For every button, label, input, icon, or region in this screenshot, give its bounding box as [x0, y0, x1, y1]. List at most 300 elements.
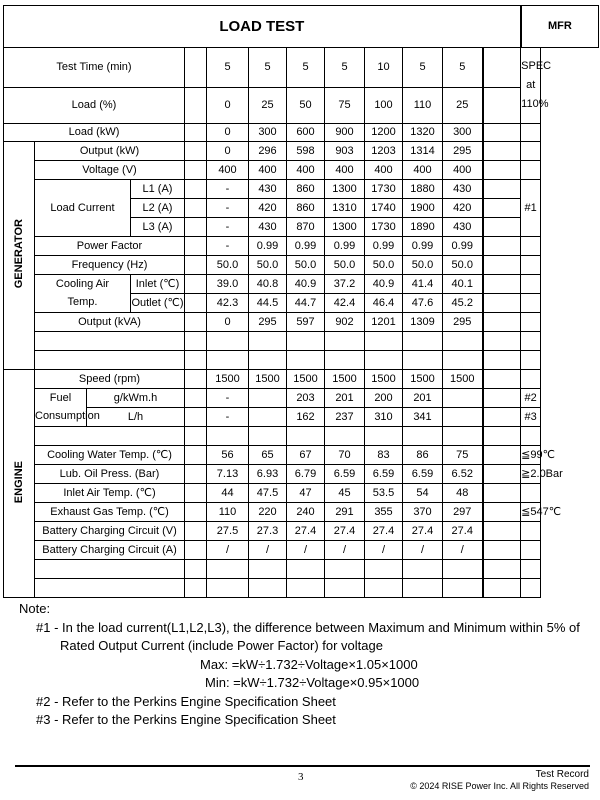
- value-cell: -: [207, 180, 249, 199]
- value-cell: 300: [443, 124, 483, 142]
- blank-cell: [287, 579, 325, 598]
- blank-cell: [483, 503, 521, 522]
- value-cell: 0: [207, 88, 249, 124]
- value-cell: 53.5: [365, 484, 403, 503]
- value-cell: 310: [365, 408, 403, 427]
- row-label: Exhaust Gas Temp. (℃): [35, 503, 185, 522]
- value-cell: 297: [443, 503, 483, 522]
- blank-cell: [185, 313, 207, 332]
- value-cell: 400: [249, 161, 287, 180]
- row-test-time: [4, 48, 599, 88]
- blank-cell: [35, 579, 185, 598]
- row-label: Load (kW): [4, 124, 185, 142]
- value-cell: 201: [403, 389, 443, 408]
- value-cell: 27.4: [403, 522, 443, 541]
- blank-cell: [325, 579, 365, 598]
- blank-cell: [185, 427, 207, 446]
- value-cell: 341: [403, 408, 443, 427]
- blank-cell: [325, 560, 365, 579]
- blank-cell: [249, 427, 287, 446]
- blank-cell: [185, 560, 207, 579]
- blank-cell: [185, 275, 207, 294]
- value-cell: 291: [325, 503, 365, 522]
- empty-row: [4, 560, 599, 579]
- value-cell: 6.59: [325, 465, 365, 484]
- empty-row: [4, 579, 599, 598]
- blank-cell: [287, 332, 325, 351]
- blank-cell: [185, 465, 207, 484]
- value-cell: 860: [287, 199, 325, 218]
- row-battery-a: [4, 541, 599, 560]
- page-number: 3: [298, 771, 304, 783]
- value-cell: 0.99: [365, 237, 403, 256]
- blank-cell: [325, 351, 365, 370]
- value-cell: /: [365, 541, 403, 560]
- blank-cell: [443, 579, 483, 598]
- value-cell: 597: [287, 313, 325, 332]
- value-cell: 27.4: [365, 522, 403, 541]
- value-cell: 200: [365, 389, 403, 408]
- value-cell: 1200: [365, 124, 403, 142]
- sub-label: Inlet (℃): [131, 275, 185, 294]
- blank-cell: [521, 351, 541, 370]
- value-cell: 48: [443, 484, 483, 503]
- value-cell: 25: [443, 88, 483, 124]
- row-load-kw: [4, 124, 599, 142]
- blank-cell: [35, 351, 185, 370]
- value-cell: 44.7: [287, 294, 325, 313]
- blank-cell: [185, 161, 207, 180]
- value-cell: 400: [207, 161, 249, 180]
- value-cell: 430: [443, 180, 483, 199]
- blank-cell: [365, 579, 403, 598]
- blank-cell: [521, 541, 541, 560]
- blank-cell: [483, 161, 521, 180]
- value-cell: 1500: [287, 370, 325, 389]
- value-cell: 44: [207, 484, 249, 503]
- blank-cell: [249, 332, 287, 351]
- blank-cell: [403, 427, 443, 446]
- row-label: Load Current: [35, 180, 131, 237]
- blank-cell: [185, 332, 207, 351]
- notes-heading: Note:: [19, 601, 51, 616]
- row-label: Battery Charging Circuit (A): [35, 541, 185, 560]
- row-label: Voltage (V): [35, 161, 185, 180]
- value-cell: 860: [287, 180, 325, 199]
- blank-cell: [521, 237, 541, 256]
- blank-cell: [521, 256, 541, 275]
- sub-label: g/kWm.h: [87, 389, 185, 408]
- blank-cell: [443, 427, 483, 446]
- value-cell: 41.4: [403, 275, 443, 294]
- value-cell: 47.6: [403, 294, 443, 313]
- blank-cell: [185, 408, 207, 427]
- value-cell: 70: [325, 446, 365, 465]
- value-cell: 10: [365, 48, 403, 88]
- blank-cell: [207, 351, 249, 370]
- value-cell: 40.9: [365, 275, 403, 294]
- value-cell: 1300: [325, 180, 365, 199]
- blank-cell: [185, 522, 207, 541]
- row-cooling-inlet: [4, 275, 599, 294]
- sub-label: L1 (A): [131, 180, 185, 199]
- blank-cell: [287, 427, 325, 446]
- value-cell: 25: [249, 88, 287, 124]
- blank-cell: [35, 332, 185, 351]
- blank-cell: [185, 180, 207, 199]
- blank-cell: [403, 579, 443, 598]
- empty-row: [4, 351, 599, 370]
- blank-cell: [483, 48, 521, 88]
- value-cell: 0.99: [443, 237, 483, 256]
- value-cell: 37.2: [325, 275, 365, 294]
- note-1-min-formula: Min: =kW÷1.732÷Voltage×0.95×1000: [205, 675, 420, 690]
- value-cell: -: [207, 408, 249, 427]
- value-cell: 40.9: [287, 275, 325, 294]
- footer-divider: [15, 765, 590, 767]
- blank-cell: [443, 560, 483, 579]
- row-cooling-water: [4, 446, 599, 465]
- row-label: Lub. Oil Press. (Bar): [35, 465, 185, 484]
- blank-cell: [185, 88, 207, 124]
- value-cell: /: [207, 541, 249, 560]
- blank-cell: [185, 484, 207, 503]
- value-cell: 75: [443, 446, 483, 465]
- blank-cell: [185, 541, 207, 560]
- spec-cell: SPEC at 110%: [521, 48, 541, 124]
- table-title: LOAD TEST: [4, 6, 521, 48]
- value-cell: /: [325, 541, 365, 560]
- sub-label: L2 (A): [131, 199, 185, 218]
- value-cell: 1880: [403, 180, 443, 199]
- blank-cell: [483, 142, 521, 161]
- footer-doc-title: Test Record: [535, 769, 589, 780]
- value-cell: 50.0: [365, 256, 403, 275]
- blank-cell: [483, 465, 521, 484]
- value-cell: 6.93: [249, 465, 287, 484]
- value-cell: 400: [443, 161, 483, 180]
- value-cell: 1500: [325, 370, 365, 389]
- value-cell: 0: [207, 124, 249, 142]
- blank-cell: [185, 351, 207, 370]
- blank-cell: [403, 332, 443, 351]
- row-label: Cooling Water Temp. (℃): [35, 446, 185, 465]
- blank-cell: [521, 275, 541, 294]
- row-label: Power Factor: [35, 237, 185, 256]
- value-cell: 430: [443, 218, 483, 237]
- blank-cell: [521, 427, 541, 446]
- value-cell: 45: [325, 484, 365, 503]
- value-cell: 7.13: [207, 465, 249, 484]
- value-cell: 1314: [403, 142, 443, 161]
- value-cell: 1500: [443, 370, 483, 389]
- value-cell: 6.59: [365, 465, 403, 484]
- value-cell: /: [443, 541, 483, 560]
- value-cell: 902: [325, 313, 365, 332]
- value-cell: 110: [207, 503, 249, 522]
- value-cell: 1740: [365, 199, 403, 218]
- row-load-pct: [4, 88, 599, 124]
- blank-cell: [521, 142, 541, 161]
- value-cell: 1300: [325, 218, 365, 237]
- value-cell: 5: [287, 48, 325, 88]
- value-cell: /: [403, 541, 443, 560]
- value-cell: 1890: [403, 218, 443, 237]
- value-cell: -: [207, 218, 249, 237]
- value-cell: 50: [287, 88, 325, 124]
- blank-cell: [403, 351, 443, 370]
- spec-cell: #3: [521, 408, 541, 427]
- row-exhaust-gas: [4, 503, 599, 522]
- value-cell: 0.99: [325, 237, 365, 256]
- value-cell: 1201: [365, 313, 403, 332]
- row-inlet-air: [4, 484, 599, 503]
- blank-cell: [35, 560, 185, 579]
- value-cell: 75: [325, 88, 365, 124]
- blank-cell: [207, 332, 249, 351]
- value-cell: 600: [287, 124, 325, 142]
- generator-section-label: GENERATOR: [4, 142, 35, 370]
- row-speed: [4, 370, 599, 389]
- blank-cell: [483, 256, 521, 275]
- value-cell: 50.0: [207, 256, 249, 275]
- value-cell: 50.0: [443, 256, 483, 275]
- value-cell: 65: [249, 446, 287, 465]
- value-cell: 40.1: [443, 275, 483, 294]
- row-label: Test Time (min): [4, 48, 185, 88]
- blank-cell: [207, 560, 249, 579]
- blank-cell: [483, 351, 521, 370]
- value-cell: 400: [287, 161, 325, 180]
- mfr-header: MFR: [521, 6, 599, 48]
- row-battery-v: [4, 522, 599, 541]
- engine-section-label: ENGINE: [4, 370, 35, 598]
- value-cell: 1730: [365, 218, 403, 237]
- blank-cell: [249, 351, 287, 370]
- blank-cell: [483, 579, 521, 598]
- row-lub-oil: [4, 465, 599, 484]
- row-label: Output (kVA): [35, 313, 185, 332]
- value-cell: 5: [249, 48, 287, 88]
- value-cell: /: [287, 541, 325, 560]
- value-cell: 47.5: [249, 484, 287, 503]
- blank-cell: [521, 124, 541, 142]
- value-cell: 295: [249, 313, 287, 332]
- blank-cell: [521, 161, 541, 180]
- value-cell: 67: [287, 446, 325, 465]
- value-cell: 420: [443, 199, 483, 218]
- value-cell: 1500: [207, 370, 249, 389]
- load-test-table: [3, 5, 599, 598]
- row-current-l1: [4, 180, 599, 199]
- blank-cell: [287, 351, 325, 370]
- value-cell: 162: [287, 408, 325, 427]
- blank-cell: [521, 332, 541, 351]
- value-cell: 27.4: [443, 522, 483, 541]
- blank-cell: [483, 389, 521, 408]
- value-cell: 0: [207, 313, 249, 332]
- row-voltage: [4, 161, 599, 180]
- blank-cell: [521, 313, 541, 332]
- value-cell: 5: [207, 48, 249, 88]
- blank-cell: [365, 560, 403, 579]
- value-cell: 86: [403, 446, 443, 465]
- value-cell: 110: [403, 88, 443, 124]
- value-cell: 295: [443, 142, 483, 161]
- blank-cell: [483, 446, 521, 465]
- blank-cell: [185, 389, 207, 408]
- sub-label: L3 (A): [131, 218, 185, 237]
- value-cell: -: [207, 199, 249, 218]
- blank-cell: [325, 332, 365, 351]
- notes-section: [19, 600, 580, 730]
- row-label: Speed (rpm): [35, 370, 185, 389]
- blank-cell: [207, 579, 249, 598]
- value-cell: 420: [249, 199, 287, 218]
- value-cell: 83: [365, 446, 403, 465]
- note-3: #3 - Refer to the Perkins Engine Specification Sheet: [36, 712, 336, 727]
- value-cell: 1310: [325, 199, 365, 218]
- value-cell: 430: [249, 180, 287, 199]
- value-cell: 6.52: [443, 465, 483, 484]
- value-cell: 220: [249, 503, 287, 522]
- value-cell: 56: [207, 446, 249, 465]
- value-cell: 1900: [403, 199, 443, 218]
- blank-cell: [249, 579, 287, 598]
- value-cell: 201: [325, 389, 365, 408]
- row-label: Cooling Air Temp.: [35, 275, 131, 313]
- sub-label: Outlet (℃): [131, 294, 185, 313]
- value-cell: 355: [365, 503, 403, 522]
- value-cell: 45.2: [443, 294, 483, 313]
- value-cell: 237: [325, 408, 365, 427]
- blank-cell: [483, 294, 521, 313]
- blank-cell: [287, 560, 325, 579]
- value-cell: [249, 389, 287, 408]
- blank-cell: [365, 351, 403, 370]
- blank-cell: [185, 579, 207, 598]
- blank-cell: [483, 427, 521, 446]
- value-cell: 5: [403, 48, 443, 88]
- blank-cell: [483, 88, 521, 124]
- blank-cell: [483, 199, 521, 218]
- blank-cell: [185, 142, 207, 161]
- blank-cell: [483, 124, 521, 142]
- value-cell: 27.3: [249, 522, 287, 541]
- blank-cell: [483, 484, 521, 503]
- value-cell: 296: [249, 142, 287, 161]
- note-1-line-2: Rated Output Current (include Power Factor) for voltage: [60, 638, 383, 653]
- row-label: Fuel Consumption: [35, 389, 87, 427]
- blank-cell: [483, 237, 521, 256]
- sub-label: L/h: [87, 408, 185, 427]
- value-cell: 50.0: [325, 256, 365, 275]
- blank-cell: [185, 294, 207, 313]
- value-cell: 430: [249, 218, 287, 237]
- value-cell: 44.5: [249, 294, 287, 313]
- note-1-max-formula: Max: =kW÷1.732÷Voltage×1.05×1000: [200, 656, 418, 672]
- blank-cell: [185, 446, 207, 465]
- blank-cell: [185, 370, 207, 389]
- value-cell: 0.99: [403, 237, 443, 256]
- blank-cell: [185, 48, 207, 88]
- value-cell: 27.4: [325, 522, 365, 541]
- value-cell: 400: [325, 161, 365, 180]
- blank-cell: [185, 256, 207, 275]
- spec-cell: ≧2.0Bar: [521, 465, 541, 484]
- value-cell: 6.59: [403, 465, 443, 484]
- row-label: Load (%): [4, 88, 185, 124]
- value-cell: 42.3: [207, 294, 249, 313]
- footer-copyright: © 2024 RISE Power Inc. All Rights Reserved: [410, 781, 589, 791]
- row-fuel-gkwh: [4, 389, 599, 408]
- value-cell: 870: [287, 218, 325, 237]
- value-cell: 50.0: [403, 256, 443, 275]
- value-cell: 100: [365, 88, 403, 124]
- blank-cell: [483, 218, 521, 237]
- value-cell: 1730: [365, 180, 403, 199]
- blank-cell: [443, 332, 483, 351]
- blank-cell: [521, 484, 541, 503]
- spec-cell: ≦99℃: [521, 446, 541, 465]
- blank-cell: [521, 522, 541, 541]
- value-cell: 0.99: [287, 237, 325, 256]
- value-cell: 1203: [365, 142, 403, 161]
- value-cell: 5: [325, 48, 365, 88]
- value-cell: 295: [443, 313, 483, 332]
- value-cell: 46.4: [365, 294, 403, 313]
- blank-cell: [185, 199, 207, 218]
- value-cell: 50.0: [287, 256, 325, 275]
- blank-cell: [185, 503, 207, 522]
- blank-cell: [483, 275, 521, 294]
- row-label: Frequency (Hz): [35, 256, 185, 275]
- value-cell: 240: [287, 503, 325, 522]
- value-cell: 1500: [249, 370, 287, 389]
- row-power-factor: [4, 237, 599, 256]
- blank-cell: [483, 370, 521, 389]
- blank-cell: [483, 522, 521, 541]
- blank-cell: [483, 313, 521, 332]
- blank-cell: [249, 560, 287, 579]
- value-cell: 27.5: [207, 522, 249, 541]
- value-cell: 903: [325, 142, 365, 161]
- value-cell: 0.99: [249, 237, 287, 256]
- note-2: #2 - Refer to the Perkins Engine Specification Sheet: [36, 693, 336, 709]
- value-cell: 40.8: [249, 275, 287, 294]
- blank-cell: [521, 560, 541, 579]
- blank-cell: [443, 351, 483, 370]
- value-cell: 598: [287, 142, 325, 161]
- row-label: Battery Charging Circuit (V): [35, 522, 185, 541]
- blank-cell: [483, 560, 521, 579]
- blank-cell: [483, 541, 521, 560]
- blank-cell: [365, 332, 403, 351]
- value-cell: -: [207, 237, 249, 256]
- value-cell: 39.0: [207, 275, 249, 294]
- value-cell: 54: [403, 484, 443, 503]
- note-1-line-1: #1 - In the load current(L1,L2,L3), the difference between Maximum and Minimum within 5% of: [36, 619, 580, 635]
- value-cell: 900: [325, 124, 365, 142]
- blank-cell: [35, 427, 185, 446]
- blank-cell: [483, 180, 521, 199]
- blank-cell: [521, 370, 541, 389]
- value-cell: 1500: [403, 370, 443, 389]
- value-cell: [443, 389, 483, 408]
- row-label: Inlet Air Temp. (℃): [35, 484, 185, 503]
- value-cell: 42.4: [325, 294, 365, 313]
- value-cell: 400: [403, 161, 443, 180]
